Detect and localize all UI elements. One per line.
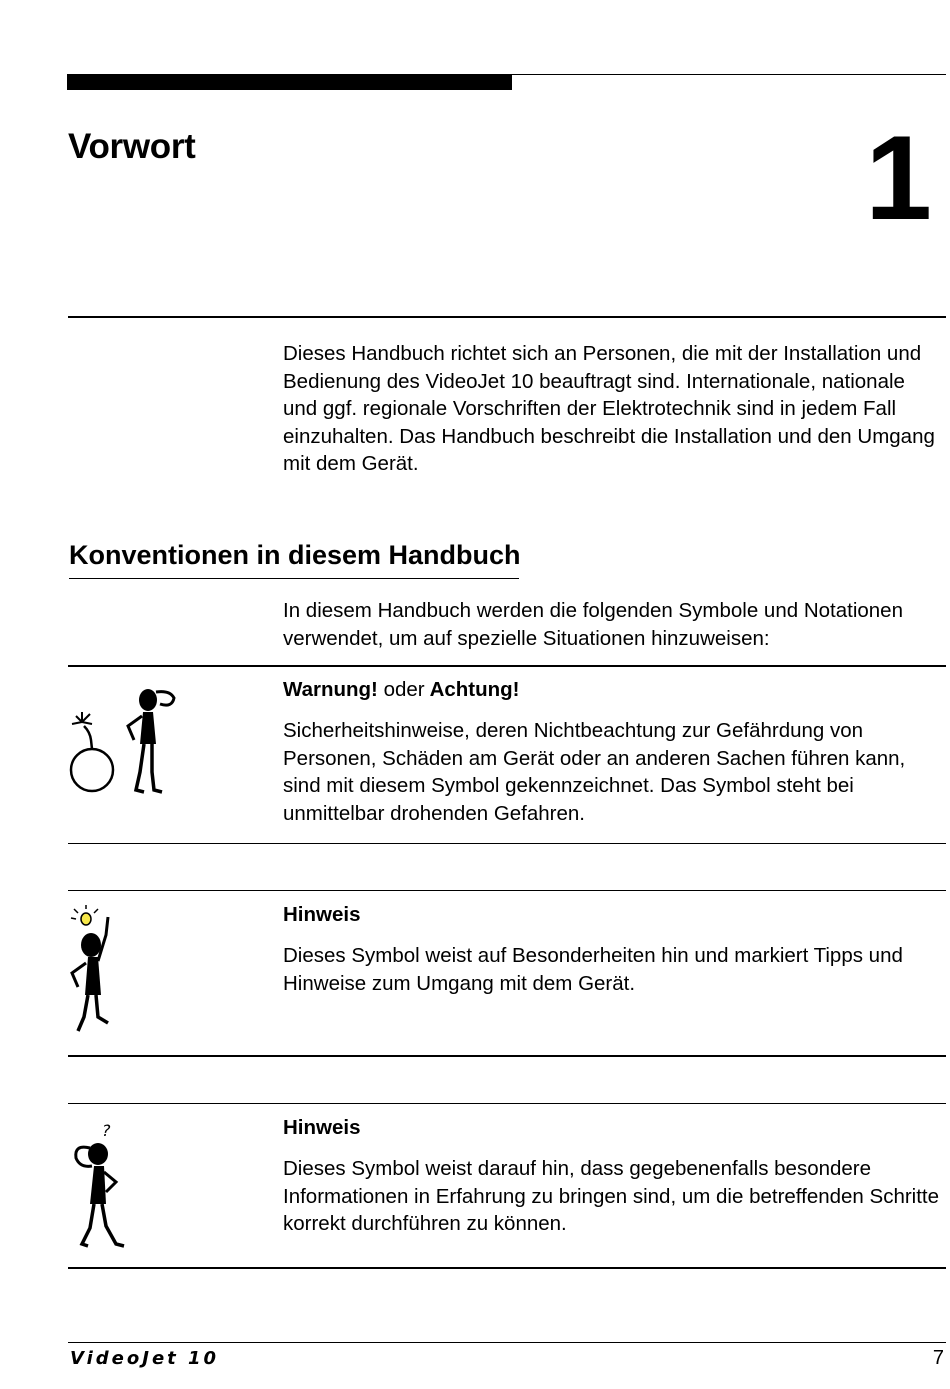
warning-heading (283, 676, 943, 704)
info-top-line (68, 1103, 946, 1104)
info-bottom-line (68, 1267, 946, 1269)
lightbulb-figure-icon (64, 905, 124, 1037)
question-figure-icon (66, 1120, 132, 1252)
page-number: 7 (932, 1347, 944, 1369)
chapter-title: Vorwort (68, 127, 196, 166)
warning-body (283, 717, 943, 827)
tip-bottom-line (68, 1055, 946, 1057)
chapter-divider (68, 316, 946, 318)
chapter-number: 1 (865, 111, 932, 245)
section-title: Konventionen in diesem Handbuch (69, 540, 521, 570)
tip-body (283, 942, 943, 997)
header-thin-line (512, 74, 946, 75)
tip-heading: Hinweis (283, 903, 361, 926)
warning-bottom-line (68, 843, 946, 844)
bomb-figure-icon (64, 682, 189, 798)
info-heading: Hinweis (283, 1116, 361, 1139)
footer-product: VideoJet 10 (70, 1348, 220, 1369)
info-body (283, 1155, 943, 1238)
conventions-intro (283, 597, 943, 652)
tip-top-line (68, 890, 946, 891)
intro-paragraph (283, 340, 943, 478)
attention-label: Achtung! (429, 678, 520, 701)
footer-line (68, 1342, 946, 1343)
warning-label: Warnung! (283, 678, 378, 701)
warning-top-line (68, 665, 946, 667)
warning-text: Sicherheitshinweise, deren Nichtbeachtung zur Gefährdung von Personen, Schäden am Gerät oder an anderen Sachen führen kann, sind mit diesem Symbol gekennzeichnet. Das Symbol steht bei unmittelbar drohenden Gefahren. (283, 719, 906, 825)
section-underline (69, 578, 519, 579)
svg-text:?: ? (102, 1121, 111, 1140)
warning-or: oder (383, 678, 425, 701)
tip-text: Dieses Symbol weist auf Besonderheiten hin und markiert Tipps und Hinweise zum Umgang mit dem Gerät. (283, 944, 903, 995)
conventions-intro-text: In diesem Handbuch werden die folgenden Symbole und Notationen verwendet, um auf spezielle Situationen hinzuweisen: (283, 599, 903, 650)
intro-text: Dieses Handbuch richtet sich an Personen, die mit der Installation und Bedienung des VideoJet 10 beauftragt sind. Internationale, nationale und ggf. regionale Vorschriften der Elektrotechnik sind in jedem Fall einzuhalten. Das Handbuch beschreibt die Installation und den Umgang mit dem Gerät. (283, 342, 935, 475)
info-text: Dieses Symbol weist darauf hin, dass gegebenenfalls besondere Informationen in Erfahrung zu bringen sind, um die betreffenden Schritte korrekt durchführen zu können. (283, 1157, 940, 1235)
header-thick-bar (67, 74, 512, 90)
